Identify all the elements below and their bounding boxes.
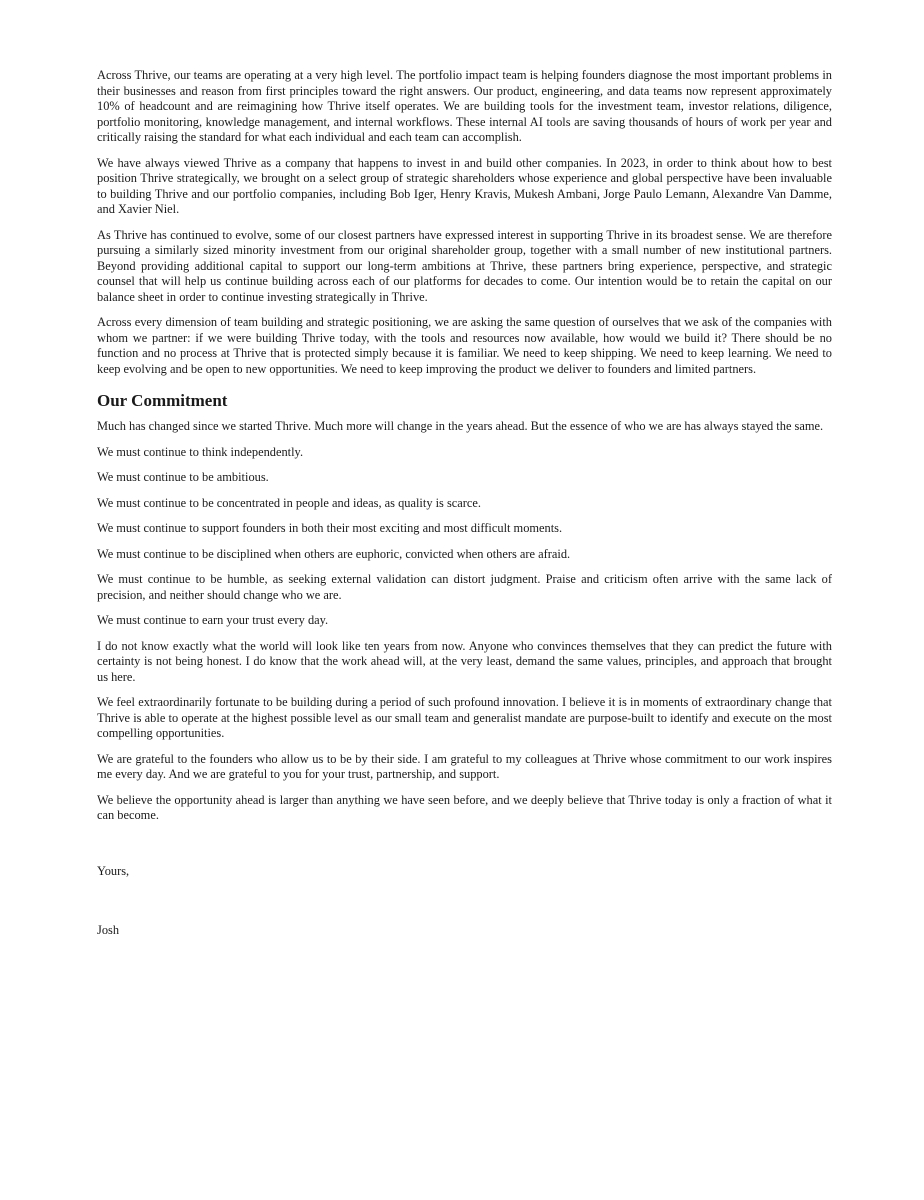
body-paragraph: Across Thrive, our teams are operating at a very high level. The portfolio impact team is helping founders diagnose the most important problems in their businesses and reason from first principles toward the right answers. Our product, engineering, and data teams now represent approximately 10% of headcount and are reimagining how Thrive itself operates. We are building tools for the investment team, investor relations, diligence, portfolio monitoring, knowledge management, and internal workflows. These internal AI tools are saving thousands of hours of work per year and critically raising the standard for what each individual and each team can accomplish. (97, 68, 832, 144)
commitment-line: We must continue to be ambitious. (97, 470, 269, 484)
commitment-line: We must continue to be humble, as seeking external validation can distort judgment. Praise and criticism often arrive with the same lack of precision, and neither should change who we are. (97, 572, 832, 602)
body-paragraph: We believe the opportunity ahead is larger than anything we have seen before, and we deeply believe that Thrive today is only a fraction of what it can become. (97, 792, 832, 822)
closing-line: Yours, (97, 863, 130, 878)
body-paragraph: We feel extraordinarily fortunate to be building during a period of such profound innovation. I believe it is in moments of extraordinary change that Thrive is able to operate at the highest possible level as our small team and generalist mandate are purpose-built to identify and execute on the most compelling opportunities. (97, 695, 832, 740)
commitment-line: We must continue to support founders in both their most exciting and most difficult moments. (97, 521, 563, 535)
body-paragraph: I do not know exactly what the world will look like ten years from now. Anyone who convinces themselves that they can predict the future with certainty is not being honest. I do know that the work ahead will, at the very least, demand the same values, principles, and approach that brought us here. (97, 638, 832, 684)
commitment-line: We must continue to be concentrated in people and ideas, as quality is scarce. (97, 495, 482, 510)
body-paragraph: We have always viewed Thrive as a company that happens to invest in and build other companies. In 2023, in order to think about how to best position Thrive strategically, we brought on a select group of strategic shareholders whose experience and global perspective have been invaluable to building Thrive and our portfolio companies, including Bob Iger, Henry Kravis, Mukesh Ambani, Jorge Paulo Lemann, Alexandre Van Damme, and Xavier Niel. (97, 155, 832, 216)
commitment-line: We must continue to earn your trust every day. (97, 613, 329, 627)
section-heading: Our Commitment (97, 391, 228, 410)
body-paragraph: As Thrive has continued to evolve, some of our closest partners have expressed interest in supporting Thrive in its broadest sense. We are therefore pursuing a similarly sized minority investment from our original shareholder group, together with a small number of new institutional partners. Beyond providing additional capital to support our long-term ambitions at Thrive, these partners bring experience, perspective, and strategic counsel that will help us continue building across each of our platforms for decades to come. Our intention would be to retain the capital on our balance sheet in order to continue investing strategically in Thrive. (97, 227, 832, 304)
commitment-line: We must continue to be disciplined when others are euphoric, convicted when others are afraid. (97, 546, 571, 561)
body-paragraph: Much has changed since we started Thrive. Much more will change in the years ahead. But the essence of who we are has always stayed the same. (97, 419, 824, 433)
body-paragraph: We are grateful to the founders who allow us to be by their side. I am grateful to my colleagues at Thrive whose commitment to our work inspires me every day. And we are grateful to you for your trust, partnership, and support. (97, 751, 832, 781)
signature-name: Josh (97, 923, 120, 937)
commitment-line: We must continue to think independently. (97, 444, 304, 459)
letter-page (97, 68, 832, 939)
body-paragraph: Across every dimension of team building and strategic positioning, we are asking the same question of ourselves that we ask of the companies with whom we partner: if we were building Thrive today, with the tools and resources now available, how would we build it? There should be no function and no process at Thrive that is protected simply because it is familiar. We need to keep shipping. We need to keep learning. We need to keep evolving and be open to new opportunities. We need to keep improving the product we deliver to founders and limited partners. (97, 315, 832, 376)
